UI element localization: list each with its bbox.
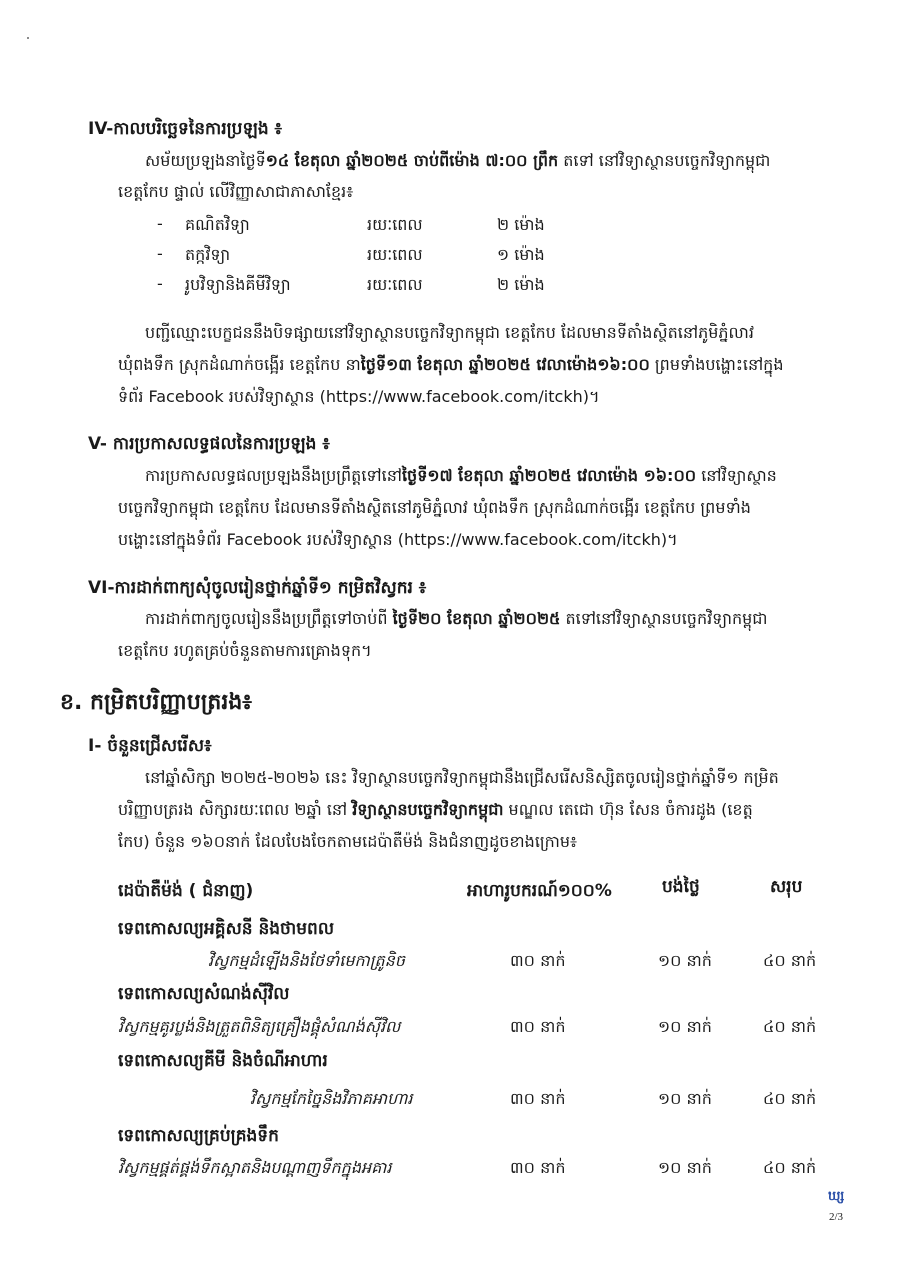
- table-row-department: ទេពកោសល្យអគ្គិសនី និងថាមពល: [118, 919, 335, 939]
- section-5-heading: V- ការប្រកាសលទ្ធផលនៃការប្រឡង ៖: [88, 434, 330, 454]
- section-5-line-3: បង្ហោះនៅក្នុងទំព័រ Facebook របស់វិទ្យាស្ថាន (https://www.facebook.com/itckh)។: [118, 530, 678, 549]
- table-cell-scholarship: ៣០ នាក់: [510, 1089, 566, 1108]
- table-cell-paid: ១០ នាក់: [658, 1089, 712, 1108]
- table-header-total: សរុប: [770, 877, 803, 897]
- table-cell-total: ៤០ នាក់: [763, 951, 817, 970]
- subject-hours: ១ ម៉ោង: [497, 245, 545, 264]
- section-4-paragraph-1-line-1: សម័យប្រឡងនាថ្ងៃទី១៤ ខែតុលា ឆ្នាំ២០២៥ ចាប់ពីម៉ោង ៧:០០ ព្រឹក តទៅ នៅវិទ្យាស្ថានបច្ចេកវិទ្យាកម្ពុជា: [145, 151, 771, 170]
- part-b-line-1: នៅឆ្នាំសិក្សា ២០២៥-២០២៦ នេះ វិទ្យាស្ថានបច្ចេកវិទ្យាកម្ពុជានឹងជ្រើសរើសនិស្សិតចូលរៀនថ្នាក់ឆ្នាំទី១ កម្រិត: [145, 768, 779, 787]
- subject-hours: ២ ម៉ោង: [497, 215, 545, 234]
- subject-name: តក្កវិទ្យា: [185, 245, 231, 264]
- table-row-program: វិស្វកម្មដំឡើងនិងថែទាំមេកាត្រូនិច: [208, 951, 405, 970]
- subject-duration-label: រយៈពេល: [367, 275, 423, 294]
- table-cell-paid: ១០ នាក់: [658, 1017, 712, 1036]
- subject-duration-label: រយៈពេល: [367, 215, 423, 234]
- section-4-paragraph-2-line-3: ទំព័រ Facebook របស់វិទ្យាស្ថាន (https://www.facebook.com/itckh)។: [118, 387, 600, 406]
- part-b-line-3: កែប) ចំនួន ១៦០នាក់ ដែលបែងចែកតាមដេប៉ាតឺម៉ង់ និងជំនាញដូចខាងក្រោម៖: [118, 832, 578, 851]
- section-5-line-1: ការប្រកាសលទ្ធផលប្រឡងនឹងប្រព្រឹត្តទៅនៅថ្ងៃទី១៧ ខែតុលា ឆ្នាំ២០២៥ វេលាម៉ោង ១៦:០០ នៅវិទ្យាស្ថាន: [145, 466, 777, 485]
- section-4-paragraph-1-line-2: ខេត្តកែប ផ្ទាល់ លើវិញ្ញាសាជាភាសាខ្មែរ៖: [118, 182, 354, 201]
- section-6-line-1: ការដាក់ពាក្យចូលរៀននឹងប្រព្រឹត្តទៅចាប់ពី ថ្ងៃទី២០ ខែតុលា ឆ្នាំ២០២៥ តទៅនៅវិទ្យាស្ថានបច្ចេកវិទ្យាកម្ពុជា: [145, 609, 768, 628]
- table-cell-scholarship: ៣០ នាក់: [510, 1017, 566, 1036]
- section-4-heading: IV-កាលបរិច្ឆេទនៃការប្រឡង ៖: [88, 119, 282, 139]
- table-cell-scholarship: ៣០ នាក់: [510, 951, 566, 970]
- table-cell-scholarship: ៣០ នាក់: [510, 1158, 566, 1177]
- section-4-paragraph-2-line-2: ឃុំពងទឹក ស្រុកដំណាក់ចង្អើរ ខេត្តកែប នាថ្ងៃទី១៣ ខែតុលា ឆ្នាំ២០២៥ វេលាម៉ោង១៦:០០ ព្រមទាំងបង្ហោះនៅក្នុង: [118, 355, 784, 374]
- part-b-heading: ខ. កម្រិតបរិញ្ញាបត្ររង៖: [60, 690, 252, 715]
- section-6-line-2: ខេត្តកែប រហូតគ្រប់ចំនួនតាមការគ្រោងទុក។: [118, 641, 372, 660]
- section-4-paragraph-2-line-1: បញ្ជីឈ្មោះបេក្ខជននឹងបិទផ្សាយនៅវិទ្យាស្ថានបច្ចេកវិទ្យាកម្ពុជា ខេត្តកែប ដែលមានទីតាំងស្ថិតនៅភូមិភ្នំលាវ: [145, 323, 754, 342]
- table-row-program: វិស្វកម្មផ្គត់ផ្គង់ទឹកស្អាតនិងបណ្តាញទឹកក្នុងអគារ: [118, 1158, 392, 1177]
- table-cell-total: ៤០ នាក់: [763, 1089, 817, 1108]
- table-row-department: ទេពកោសល្យគីមី និងចំណីអាហារ: [118, 1051, 328, 1071]
- section-6-heading: VI-ការដាក់ពាក្យសុំចូលរៀនថ្នាក់ឆ្នាំទី១ កម្រិតវិស្វករ ៖: [88, 578, 427, 598]
- subject-name: គណិតវិទ្យា: [185, 215, 250, 234]
- subject-row: -: [157, 274, 163, 293]
- part-b-subheading: I- ចំនួនជ្រើសរើស៖: [88, 736, 212, 756]
- subject-duration-label: រយៈពេល: [367, 245, 423, 264]
- subject-hours: ២ ម៉ោង: [497, 275, 545, 294]
- table-row-department: ទេពកោសល្យសំណង់ស៊ីវិល: [118, 984, 290, 1004]
- table-row-department: ទេពកោសល្យគ្រប់គ្រងទឹក: [118, 1126, 279, 1146]
- subject-name: រូបវិទ្យានិងគីមីវិទ្យា: [185, 275, 291, 294]
- table-header-department: ដេប៉ាតឺម៉ង់ ( ជំនាញ): [118, 881, 254, 901]
- table-cell-total: ៤០ នាក់: [763, 1017, 817, 1036]
- table-cell-paid: ១០ នាក់: [658, 951, 712, 970]
- page-number: 2/3: [829, 1211, 844, 1223]
- subject-row: -: [157, 244, 163, 263]
- part-b-line-2: បរិញ្ញាបត្ររង សិក្សារយៈពេល ២ឆ្នាំ នៅ វិទ្យាស្ថានបច្ចេកវិទ្យាកម្ពុជា មណ្ឌល តេជោ ហ៊ុន សែន ចំការដូង (ខេត្ត: [118, 800, 753, 819]
- table-header-paid: បង់ថ្លៃ: [662, 877, 700, 897]
- initials-signature: ឃ្ស: [828, 1189, 845, 1204]
- table-cell-total: ៤០ នាក់: [763, 1158, 817, 1177]
- table-header-scholarship: អាហារូបករណ៍១០០%: [467, 881, 612, 901]
- table-row-program: វិស្វកម្មគូរប្លង់និងត្រួតពិនិត្យគ្រឿងផ្គុំសំណង់ស៊ីវិល: [118, 1017, 401, 1036]
- section-5-line-2: បច្ចេកវិទ្យាកម្ពុជា ខេត្តកែប ដែលមានទីតាំងស្ថិតនៅភូមិភ្នំលាវ ឃុំពងទឹក ស្រុកដំណាក់ចង្អើរ ខេត្តកែប ព្រមទាំង: [118, 498, 751, 517]
- subject-row: -: [157, 214, 163, 233]
- table-row-program: វិស្វកម្មកែច្នៃនិងវិភាគអាហារ: [250, 1089, 413, 1108]
- table-cell-paid: ១០ នាក់: [658, 1158, 712, 1177]
- scan-speck: [27, 37, 29, 39]
